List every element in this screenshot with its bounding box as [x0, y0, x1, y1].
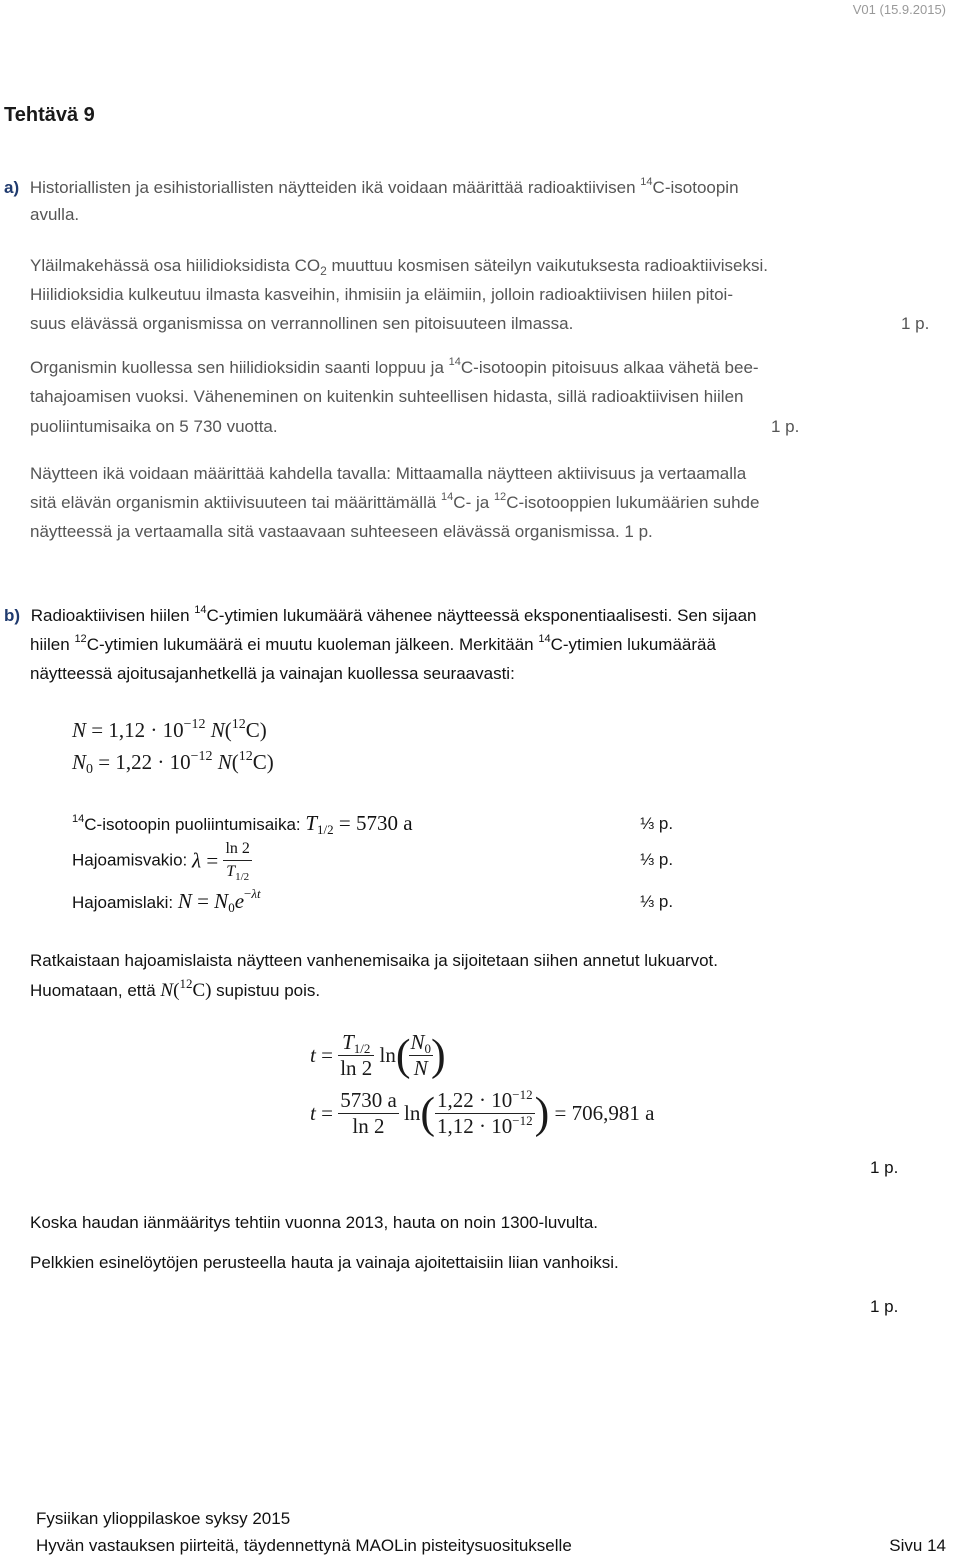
footer-description: Hyvän vastauksen piirteitä, täydennettynä MAOLin pisteitysuositukselle [36, 1536, 572, 1555]
part-a-p3-line2: tahajoamisen vuoksi. Väheneminen on kuitenkin suhteellisen hidasta, sillä radioaktiivisen hiilen [30, 387, 744, 406]
points-calculation: 1 p. [870, 1158, 899, 1177]
equation-n: $N = 1,12 \cdot 10^{-12}$ N($^{12}$C) [72, 717, 267, 742]
part-a-p4-line1: Näytteen ikä voidaan määrittää kahdella tavalla: Mittaamalla näytteen aktiivisuus ja vertaamalla [30, 464, 747, 483]
part-a-p2-line1: Yläilmakehässä osa hiilidioksidista $CO_2$ muuttuu kosmisen säteilyn vaikutuksesta radioaktiiviseksi. [30, 256, 769, 278]
part-a-p2-line2: Hiilidioksidia kulkeutuu ilmasta kasveihin, ihmisiin ja eläimiin, jolloin radioaktiivisen hiilen pitoi- [30, 285, 733, 304]
part-a-paragraph-1: a) Historiallisten ja esihistoriallisten näytteiden ikä voidaan määrittää radioaktiivisen $^{14}$C-isotoopin [4, 176, 739, 197]
part-a-p4-line3: näytteessä ja vertaamalla sitä vastaavaan suhteeseen elävässä organismissa. 1 p. [30, 522, 653, 541]
points-decay-constant: ⅓ p. [640, 850, 674, 869]
decay-law-row: Hajoamislaki: $N = N_0e^{-\lambda t}$ [72, 886, 261, 915]
part-a-p4-line2: sitä elävän organismin aktiivisuuteen tai määrittämällä $^{14}$C- ja $^{12}$C-isotooppien lukumäärien suhde [30, 491, 760, 512]
solve-line2: Huomataan, että N($^{12}$C) supistuu pois. [30, 976, 321, 1001]
part-b-label: b) [4, 606, 21, 625]
decay-constant-row: Hajoamisvakio: λ = $\frac{\ln 2}{T_{1/2}}$ [72, 840, 250, 883]
footer-page-number: Sivu 14 [889, 1536, 946, 1555]
part-b-line3: näytteessä ajoitusajanhetkellä ja vainajan kuollessa seuraavasti: [30, 664, 515, 683]
conclusion-line2: Pelkkien esinelöytöjen perusteella hauta ja vainaja ajoitettaisiin liian vanhoiksi. [30, 1253, 619, 1272]
version-header: V01 (15.9.2015) [852, 2, 946, 17]
points-a-p2: 1 p. [901, 314, 930, 333]
part-a-p3-line3: puoliintumisaika on 5 730 vuotta. [30, 417, 278, 436]
part-a-p2-line3: suus elävässä organismissa on verrannollinen sen pitoisuuteen ilmassa. [30, 314, 574, 333]
part-a-label: a) [4, 178, 20, 197]
half-life-row: $^{14}$C-isotoopin puoliintumisaika: $T_{1/2} = 5730$ a [72, 811, 413, 837]
formula-age: t = $\frac{T_{1/2}}{\ln 2}$ ln( $\frac{N_0}{N}$ ) [310, 1030, 446, 1080]
points-conclusion: 1 p. [870, 1297, 899, 1316]
points-a-p3: 1 p. [771, 417, 800, 436]
part-a-p3-line1: Organismin kuollessa sen hiilidioksidin saanti loppuu ja $^{14}$C-isotoopin pitoisuus alkaa vähetä bee- [30, 356, 759, 377]
part-b-line2: hiilen $^{12}$C-ytimien lukumäärä ei muutu kuoleman jälkeen. Merkitään $^{14}$C-ytimien lukumäärää [30, 633, 716, 654]
formula-calculation: t = $\frac{5730 a}{\ln 2}$ ln( $\frac{1,22 \cdot 10^{-12}}{1,12 \cdot 10^{-12}}$ ) = 706,981 a [310, 1087, 655, 1138]
page-title: Tehtävä 9 [4, 104, 95, 126]
points-decay-law: ⅓ p. [640, 892, 674, 911]
points-a-p4: 1 p. [624, 522, 653, 541]
part-a-p1-line2: avulla. [30, 205, 80, 224]
footer-exam-title: Fysiikan ylioppilaskoe syksy 2015 [36, 1509, 291, 1528]
points-half-life: ⅓ p. [640, 814, 674, 833]
part-b-line1: b) Radioaktiivisen hiilen $^{14}$C-ytimien lukumäärä vähenee näytteessä eksponentiaalisesti. Sen sijaan [4, 604, 757, 625]
solve-line1: Ratkaistaan hajoamislaista näytteen vanhenemisaika ja sijoitetaan siihen annetut lukuarvot. [30, 951, 718, 970]
equation-n0: $N_0 = 1,22 \cdot 10^{-12}$ N($^{12}$C) [72, 749, 274, 777]
conclusion-line1: Koska haudan iänmääritys tehtiin vuonna 2013, hauta on noin 1300-luvulta. [30, 1213, 599, 1232]
